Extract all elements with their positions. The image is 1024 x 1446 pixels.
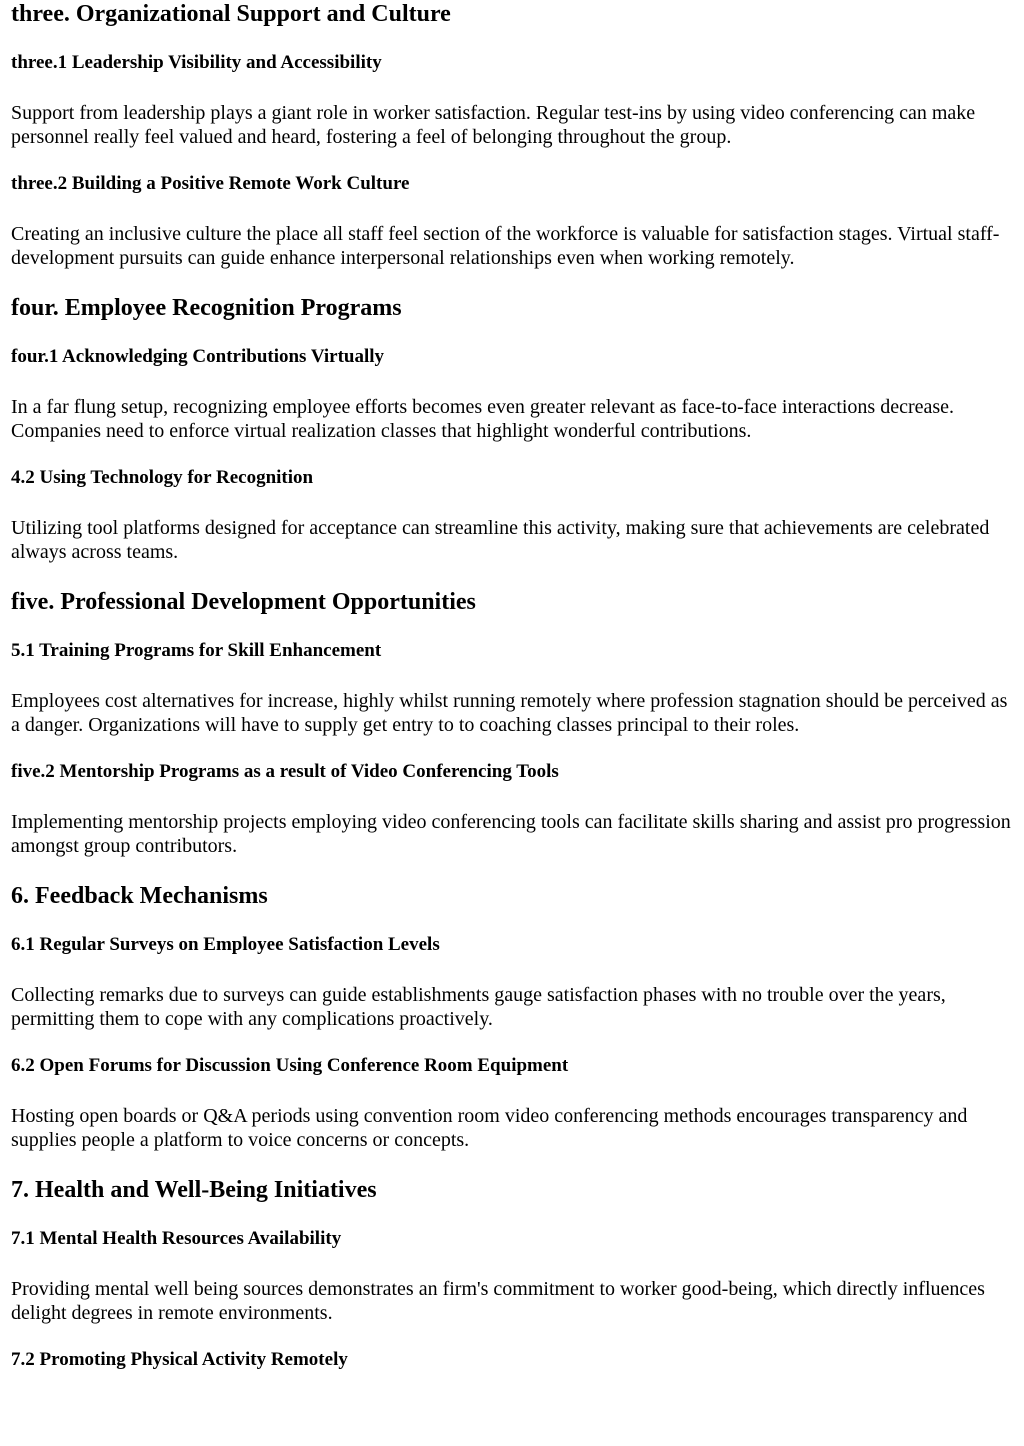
paragraph: Support from leadership plays a giant role in worker satisfaction. Regular test-ins by using video conferencing can make personnel really feel valued and heard, fostering a feel of belonging throughout the group. [11,102,976,148]
subsection-title: four.1 Acknowledging Contributions Virtually [11,346,385,367]
subsection-title: 6.1 Regular Surveys on Employee Satisfaction Levels [11,934,440,955]
section-employee-recognition [11,294,1014,564]
section-title: four. Employee Recognition Programs [11,295,402,321]
section-organizational-support [11,0,1014,270]
section-title: 7. Health and Well-Being Initiatives [11,1177,377,1203]
paragraph: Providing mental well being sources demonstrates an firm's commitment to worker good-being, which directly influences delight degrees in remote environments. [11,1278,985,1324]
subsection-title: 7.1 Mental Health Resources Availability [11,1228,342,1249]
section-feedback-mechanisms [11,882,1014,1152]
paragraph: Hosting open boards or Q&A periods using convention room video conferencing methods encourages transparency and supplies people a platform to voice concerns or concepts. [11,1105,968,1151]
section-professional-development [11,588,1014,858]
section-title: three. Organizational Support and Culture [11,1,451,27]
paragraph: Utilizing tool platforms designed for acceptance can streamline this activity, making sure that achievements are celebrated always across teams. [11,517,990,563]
subsection-title: five.2 Mentorship Programs as a result of Video Conferencing Tools [11,761,559,782]
paragraph: Creating an inclusive culture the place all staff feel section of the workforce is valuable for satisfaction stages. Virtual staff-development pursuits can guide enhance interpersonal relationships even when working remotely. [11,223,1000,269]
subsection-title: 6.2 Open Forums for Discussion Using Conference Room Equipment [11,1055,569,1076]
paragraph: In a far flung setup, recognizing employee efforts becomes even greater relevant as face-to-face interactions decrease. Companies need to enforce virtual realization classes that highlight wonderful contributions. [11,396,955,442]
paragraph: Collecting remarks due to surveys can guide establishments gauge satisfaction phases with no trouble over the years, permitting them to cope with any complications proactively. [11,984,946,1030]
subsection-title: three.1 Leadership Visibility and Accessibility [11,52,382,73]
paragraph: Implementing mentorship projects employing video conferencing tools can facilitate skills sharing and assist pro progression amongst group contributors. [11,811,1011,857]
section-title: five. Professional Development Opportunities [11,589,476,615]
subsection-title: three.2 Building a Positive Remote Work Culture [11,173,410,194]
paragraph: Employees cost alternatives for increase, highly whilst running remotely where profession stagnation should be perceived as a danger. Organizations will have to supply get entry to to coaching classes principal to their roles. [11,690,1008,736]
subsection-title: 4.2 Using Technology for Recognition [11,467,314,488]
subsection-title: 7.2 Promoting Physical Activity Remotely [11,1349,348,1370]
section-health-wellbeing [11,1176,1014,1371]
subsection-title: 5.1 Training Programs for Skill Enhancement [11,640,382,661]
section-title: 6. Feedback Mechanisms [11,883,268,909]
